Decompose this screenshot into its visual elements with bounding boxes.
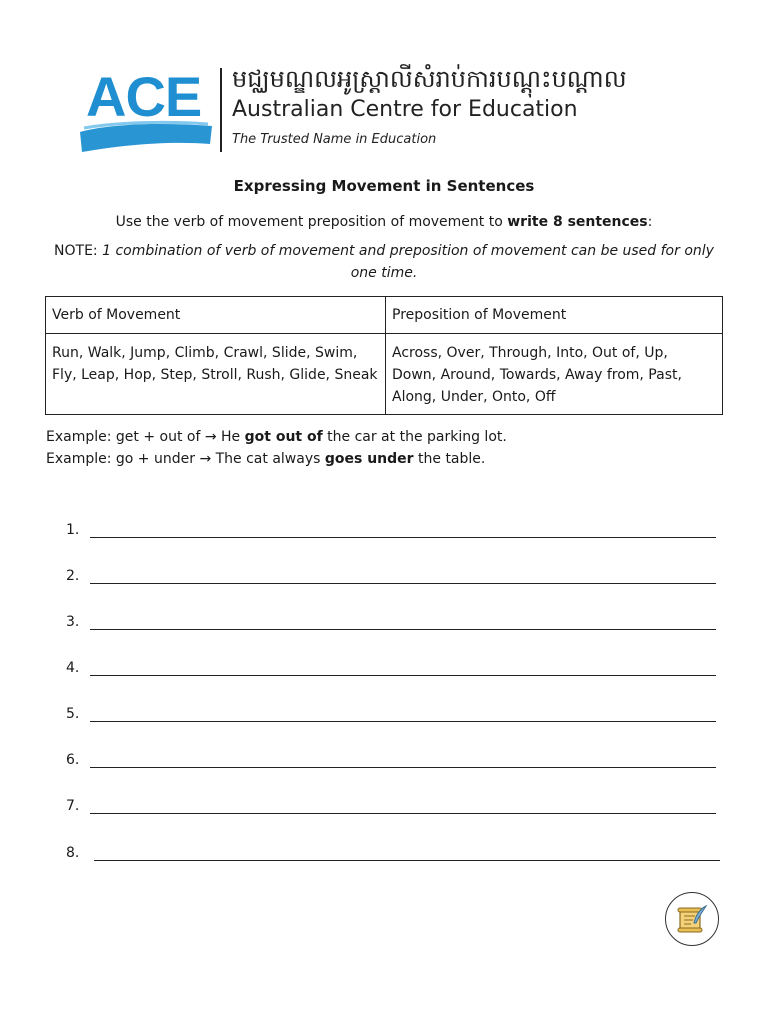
ace-logo bbox=[78, 64, 213, 156]
preposition-list: Across, Over, Through, Into, Out of, Up, Down, Around, Towards, Away from, Past, Along, Under, Onto, Off bbox=[386, 334, 723, 415]
example-1-prefix: Example: get + out of → He bbox=[46, 429, 245, 445]
instruction-bold: write 8 sentences bbox=[507, 214, 648, 230]
khmer-org-name: មជ្ឈមណ្ឌលអូស្ត្រាលីសំរាប់ការបណ្តុះបណ្តាល bbox=[232, 65, 627, 93]
answer-blank[interactable] bbox=[90, 767, 716, 768]
note-text: 1 combination of verb of movement and preposition of movement can be used for only one time. bbox=[102, 243, 714, 281]
answer-number: 3. bbox=[66, 614, 80, 630]
tagline: The Trusted Name in Education bbox=[232, 132, 437, 147]
preposition-header: Preposition of Movement bbox=[386, 297, 723, 334]
answer-blank[interactable] bbox=[90, 721, 716, 722]
answer-blank[interactable] bbox=[90, 629, 716, 630]
answer-number: 1. bbox=[66, 522, 80, 538]
org-name: Australian Centre for Education bbox=[232, 97, 578, 122]
answer-blank[interactable] bbox=[90, 813, 716, 814]
header bbox=[78, 64, 627, 156]
example-2 bbox=[46, 451, 485, 467]
logo-text: ACE bbox=[86, 65, 202, 128]
table-row bbox=[46, 334, 723, 415]
answer-number: 5. bbox=[66, 706, 80, 722]
verb-header: Verb of Movement bbox=[46, 297, 386, 334]
answer-number: 6. bbox=[66, 752, 80, 768]
scroll-quill-icon bbox=[676, 903, 708, 935]
worksheet-title: Expressing Movement in Sentences bbox=[233, 177, 535, 195]
example-1-suffix: the car at the parking lot. bbox=[322, 429, 507, 445]
answer-number: 4. bbox=[66, 660, 80, 676]
verb-list: Run, Walk, Jump, Climb, Crawl, Slide, Swim, Fly, Leap, Hop, Step, Stroll, Rush, Glide, Sneak bbox=[46, 334, 386, 415]
answer-number: 2. bbox=[66, 568, 80, 584]
movement-table bbox=[45, 296, 723, 415]
answer-number: 8. bbox=[66, 845, 80, 861]
header-divider bbox=[220, 68, 222, 152]
instruction-prefix: Use the verb of movement preposition of movement to bbox=[115, 214, 508, 230]
note-label: NOTE: bbox=[54, 243, 103, 259]
table-header-row bbox=[46, 297, 723, 334]
answer-blank[interactable] bbox=[90, 675, 716, 676]
example-1 bbox=[46, 429, 507, 445]
answer-blank[interactable] bbox=[90, 537, 716, 538]
example-2-prefix: Example: go + under → The cat always bbox=[46, 451, 325, 467]
instruction-suffix: : bbox=[647, 214, 653, 230]
scroll-quill-badge[interactable] bbox=[665, 892, 719, 946]
answer-blank[interactable] bbox=[94, 860, 720, 861]
instruction bbox=[0, 214, 768, 230]
answer-number: 7. bbox=[66, 798, 80, 814]
answer-blank[interactable] bbox=[90, 583, 716, 584]
note bbox=[50, 240, 718, 284]
example-2-suffix: the table. bbox=[413, 451, 486, 467]
example-1-bold: got out of bbox=[244, 429, 323, 445]
example-2-bold: goes under bbox=[324, 451, 414, 467]
